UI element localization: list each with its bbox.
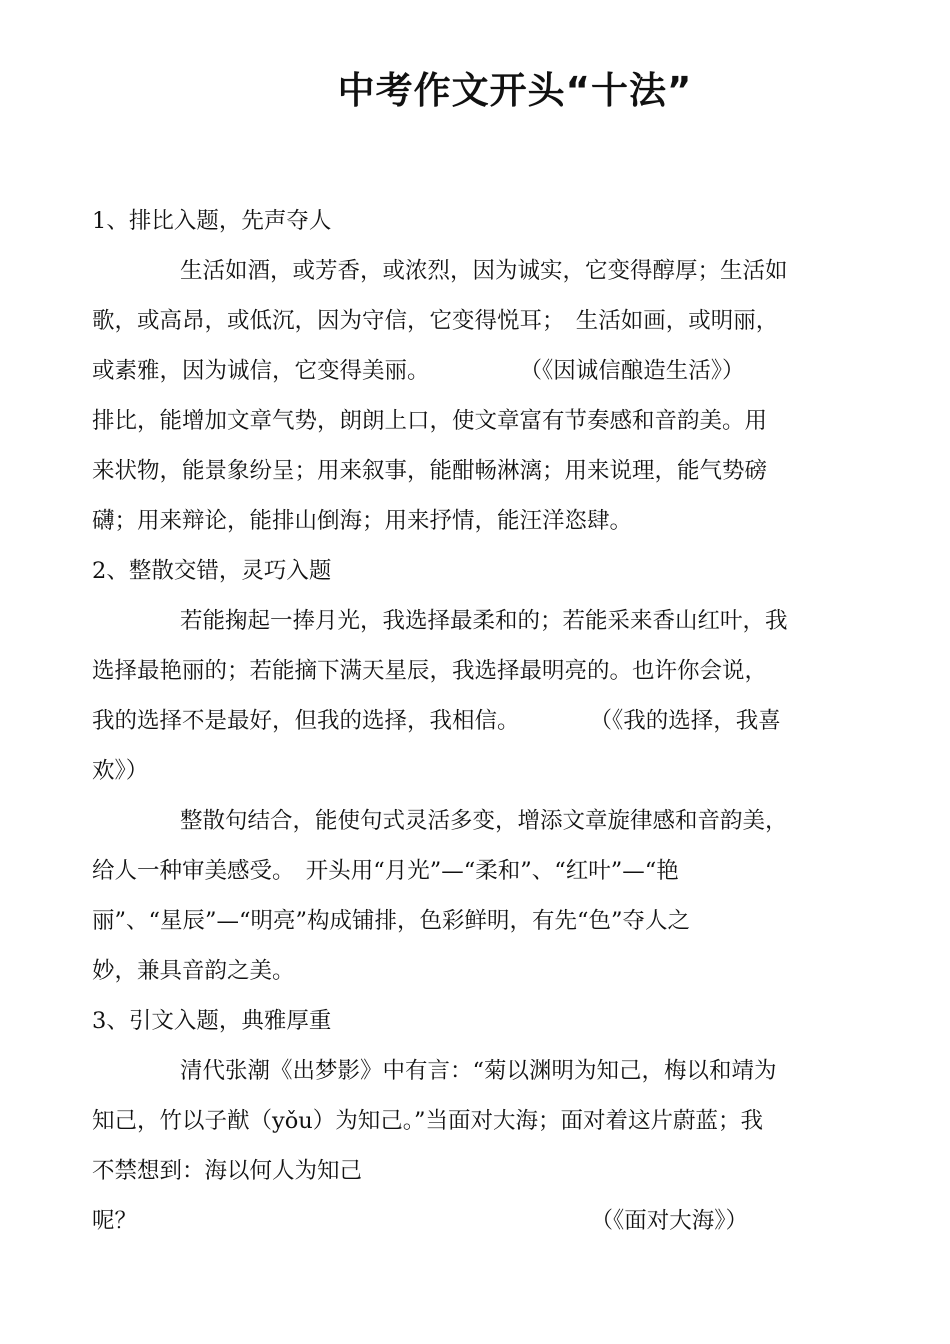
text-line-content: 呢？ — [92, 1208, 138, 1234]
section-heading: 3、引文入题，典雅厚重 — [92, 1008, 332, 1034]
text-line: 生活如酒，或芳香，或浓烈，因为诚实，它变得醇厚；生活如 — [180, 258, 788, 284]
text-line: 给人一种审美感受。 开头用“月光”—“柔和”、“红叶”—“艳 — [92, 858, 679, 884]
text-line: 礴；用来辩论，能排山倒海；用来抒情，能汪洋恣肆。 — [92, 508, 633, 534]
example-paragraph — [92, 596, 872, 796]
text-line: 丽”、“星辰”—“明亮”构成铺排，色彩鲜明，有先“色”夺人之 — [92, 908, 691, 934]
text-line — [92, 1196, 872, 1246]
citation: （《面对大海》） — [590, 1208, 748, 1234]
text-line: 歌，或高昂，或低沉，因为守信，它变得悦耳； 生活如画，或明丽， — [92, 308, 779, 334]
text-line: 整散句结合，能使句式灵活多变，增添文章旋律感和音韵美， — [180, 808, 788, 834]
example-paragraph — [92, 1046, 872, 1246]
section-heading: 2、整散交错，灵巧入题 — [92, 558, 332, 584]
text-line: 知己，竹以子猷（yǒu）为知己。”当面对大海；面对着这片蔚蓝；我 — [92, 1108, 764, 1134]
text-line-content: 我的选择不是最好，但我的选择，我相信。 — [92, 708, 520, 734]
text-line — [92, 346, 872, 396]
text-line: 不禁想到：海以何人为知己 — [92, 1158, 363, 1184]
text-line: 妙，兼具音韵之美。 — [92, 958, 295, 984]
analysis-paragraph — [92, 796, 872, 996]
text-line: 选择最艳丽的；若能摘下满天星辰，我选择最明亮的。也许你会说， — [92, 658, 768, 684]
page-title: 中考作文开头“十法” — [337, 69, 693, 112]
citation: （《因诚信酿造生活》） — [519, 358, 745, 384]
citation: （《我的选择，我喜 — [589, 708, 781, 734]
text-line — [92, 696, 872, 746]
citation-continued: 欢》） — [92, 758, 149, 784]
text-line-content: 或素雅，因为诚信，它变得美丽。 — [92, 358, 430, 384]
text-line: 排比，能增加文章气势，朗朗上口，使文章富有节奏感和音韵美。用 — [92, 408, 768, 434]
text-line: 清代张潮《出梦影》中有言：“菊以渊明为知己，梅以和靖为 — [180, 1058, 777, 1084]
example-paragraph — [92, 246, 872, 396]
text-line: 来状物，能景象纷呈；用来叙事，能酣畅淋漓；用来说理，能气势磅 — [92, 458, 768, 484]
section-heading: 1、排比入题，先声夺人 — [92, 208, 332, 234]
analysis-paragraph — [92, 396, 872, 546]
text-line: 若能掬起一捧月光，我选择最柔和的；若能采来香山红叶，我 — [180, 608, 788, 634]
document-body — [92, 196, 872, 1246]
